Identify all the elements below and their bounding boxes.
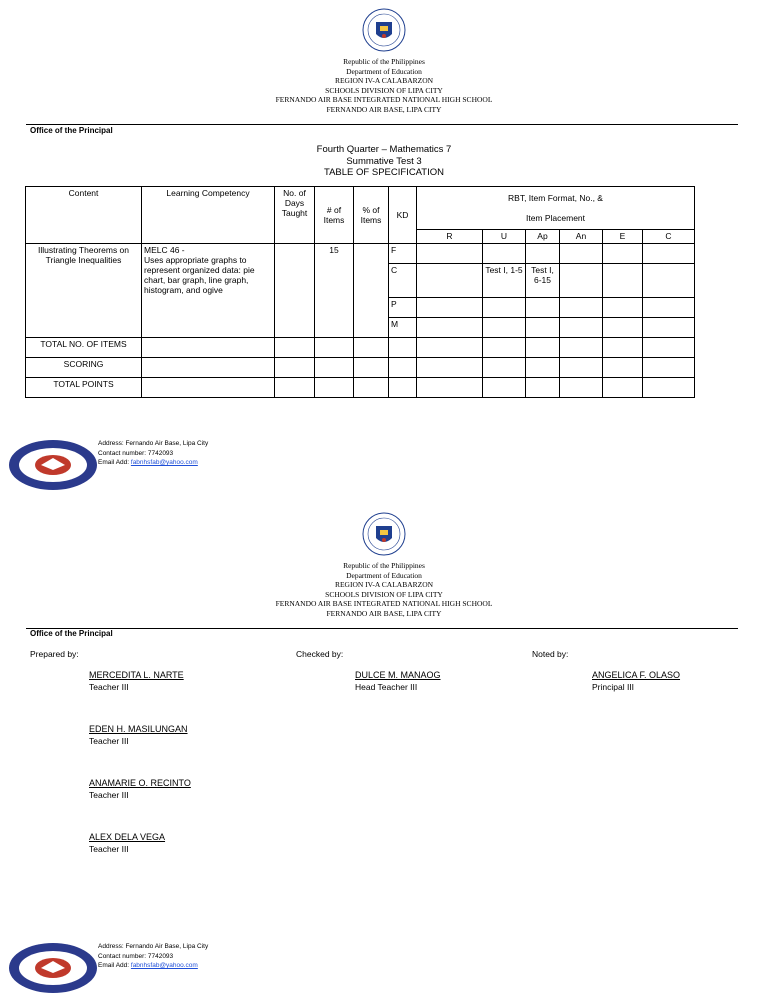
- kd-cell: C: [389, 264, 417, 298]
- competency-cell: [142, 244, 275, 338]
- header-kd: KD: [389, 187, 417, 244]
- letterhead: [0, 57, 768, 114]
- competency-text: Uses appropriate graphs to represent organized data: pie chart, bar graph, line graph, histogram, and ogive: [144, 255, 255, 295]
- signatory-position: Teacher III: [89, 682, 129, 692]
- address-line: Address: Fernando Air Base, Lipa City: [98, 440, 209, 447]
- header-percent: % of Items: [354, 187, 389, 244]
- noted-by-label: Noted by:: [532, 649, 569, 659]
- header-days-taught: No. of Days Taught: [275, 187, 315, 244]
- letterhead-line: FERNANDO AIR BASE, LIPA CITY: [326, 608, 442, 618]
- contact-line: Contact number: 7742093: [98, 449, 174, 457]
- letterhead-line: FERNANDO AIR BASE INTEGRATED NATIONAL HIGH SCHOOL: [275, 599, 493, 608]
- item-placement-u: Test I, 1-5: [483, 264, 526, 298]
- header-rbt-line: Item Placement: [525, 213, 586, 223]
- signatory-name: MERCEDITA L. NARTE: [89, 670, 184, 680]
- competency-code: MELC 46 -: [144, 245, 185, 255]
- letterhead-line: Republic of the Philippines: [343, 561, 425, 570]
- letterhead-line: FERNANDO AIR BASE, LIPA CITY: [326, 104, 442, 114]
- days-cell: [275, 244, 315, 338]
- email-line: [98, 961, 208, 971]
- title-line: TABLE OF SPECIFICATION: [324, 167, 444, 178]
- items-cell: 15: [315, 244, 354, 338]
- signatory-position: Teacher III: [89, 736, 129, 746]
- checked-by-label: Checked by:: [296, 649, 344, 659]
- email-link[interactable]: fabnhsfab@yahoo.com: [130, 459, 198, 466]
- header-competency: Learning Competency: [142, 187, 275, 244]
- letterhead-line: SCHOOLS DIVISION OF LIPA CITY: [325, 85, 443, 95]
- header-content: Content: [26, 187, 142, 244]
- noter-name: ANGELICA F. OLASO: [592, 670, 681, 680]
- header-rbt-line: RBT, Item Format, No., &: [508, 193, 603, 203]
- letterhead-line: SCHOOLS DIVISION OF LIPA CITY: [325, 589, 443, 599]
- letterhead-line: FERNANDO AIR BASE INTEGRATED NATIONAL HIGH SCHOOL: [275, 95, 493, 104]
- checker-name: DULCE M. MANAOG: [355, 670, 441, 680]
- email-label: Email Add:: [98, 962, 131, 969]
- signatory-name: EDEN H. MASILUNGAN: [89, 724, 188, 734]
- letterhead-line: Department of Education: [346, 570, 422, 580]
- signatory-position: Teacher III: [89, 844, 129, 854]
- email-link[interactable]: fabnhsfab@yahoo.com: [130, 962, 198, 969]
- office-label: Office of the Principal: [30, 126, 113, 135]
- rbt-level: R: [417, 230, 483, 244]
- divider: [26, 124, 738, 125]
- divider: [26, 628, 738, 629]
- rbt-level: E: [603, 230, 643, 244]
- title-line: Summative Test 3: [346, 155, 422, 167]
- header-rbt: [417, 187, 695, 230]
- specification-table: [25, 186, 695, 398]
- total-items-label: TOTAL NO. OF ITEMS: [26, 338, 142, 358]
- document-title: [0, 144, 768, 179]
- office-label: Office of the Principal: [30, 629, 113, 638]
- checker-position: Head Teacher III: [355, 682, 418, 692]
- noter-position: Principal III: [592, 682, 635, 692]
- title-line: Fourth Quarter – Mathematics 7: [316, 144, 452, 155]
- kd-cell: F: [389, 244, 417, 264]
- address-line: Address: Fernando Air Base, Lipa City: [98, 943, 209, 950]
- kd-cell: M: [389, 318, 417, 338]
- scoring-label: SCORING: [26, 358, 142, 378]
- rbt-level: Ap: [526, 230, 560, 244]
- rbt-level: An: [560, 230, 603, 244]
- letterhead-line: REGION IV-A CALABARZON: [334, 76, 434, 85]
- letterhead-line: REGION IV-A CALABARZON: [334, 580, 434, 589]
- percent-cell: [354, 244, 389, 338]
- deped-seal: [362, 8, 406, 52]
- email-line: [98, 458, 208, 468]
- signatory-position: Teacher III: [89, 790, 129, 800]
- signatory-name: ANAMARIE O. RECINTO: [89, 778, 191, 788]
- contact-block: [98, 942, 208, 971]
- rbt-level: U: [483, 230, 526, 244]
- total-points-label: TOTAL POINTS: [26, 378, 142, 398]
- deped-seal: [362, 512, 406, 556]
- school-logo: [8, 942, 98, 994]
- prepared-by-label: Prepared by:: [30, 649, 79, 659]
- letterhead-line: Republic of the Philippines: [343, 57, 425, 66]
- item-placement-ap: Test I, 6-15: [526, 264, 560, 298]
- signatory-name: ALEX DELA VEGA: [89, 832, 166, 842]
- header-items: # of Items: [315, 187, 354, 244]
- rbt-level: C: [643, 230, 695, 244]
- school-logo: [8, 439, 98, 491]
- content-cell: Illustrating Theorems on Triangle Inequalities: [26, 244, 142, 338]
- contact-line: Contact number: 7742093: [98, 952, 174, 960]
- email-label: Email Add:: [98, 459, 131, 466]
- letterhead-line: Department of Education: [346, 66, 422, 76]
- letterhead: [0, 561, 768, 618]
- contact-block: [98, 439, 208, 468]
- kd-cell: P: [389, 298, 417, 318]
